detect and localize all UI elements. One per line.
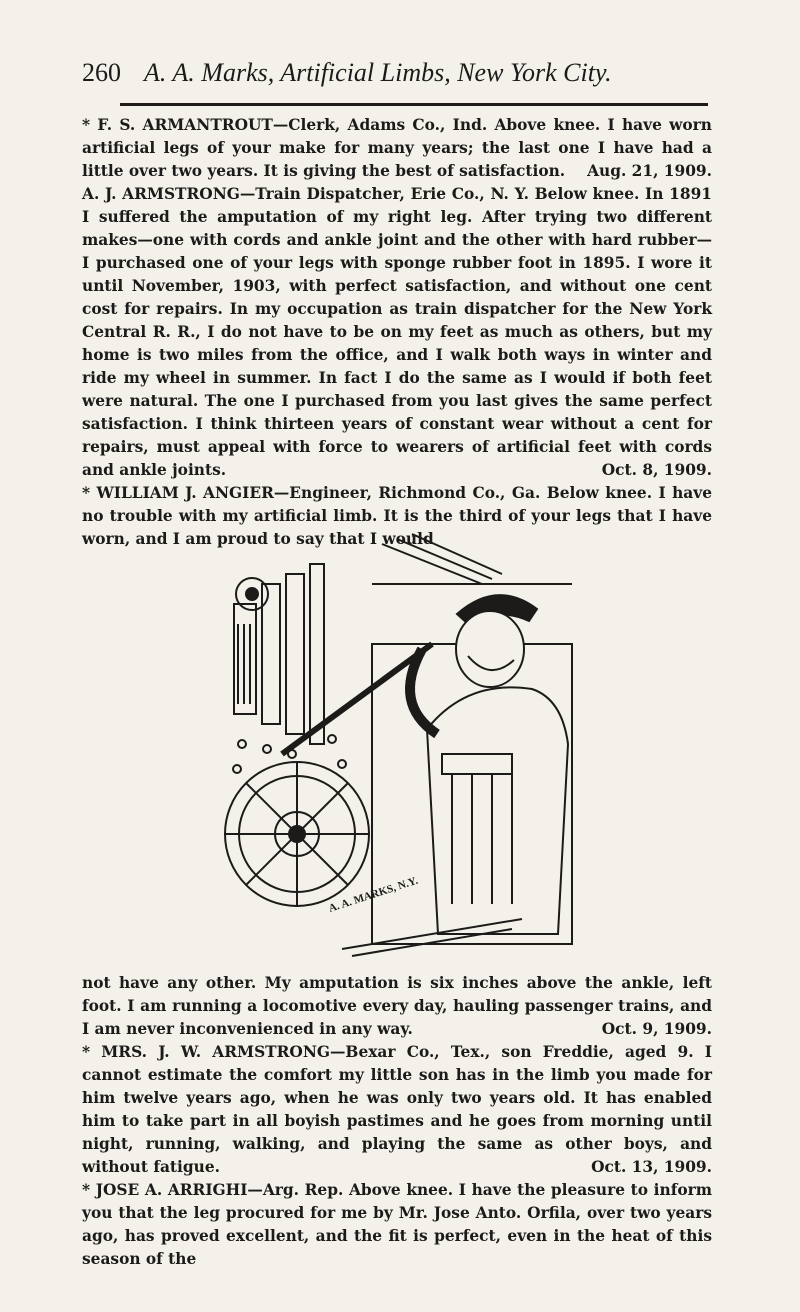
- running-title: A. A. Marks, Artificial Limbs, New York City.: [144, 58, 612, 87]
- testimonial-date: Oct. 13, 1909.: [591, 1158, 712, 1176]
- testimonial: [82, 972, 712, 1041]
- reverser-wheel: [225, 762, 369, 906]
- testimonials-bottom: [82, 972, 712, 1271]
- testimonial-date: Oct. 9, 1909.: [601, 1020, 712, 1038]
- testimonials-top: [82, 114, 712, 551]
- testimonial-text: A. J. ARMSTRONG—Train Dispatcher, Erie Co., N. Y. Below knee. In 1891 I suffered the amputation of my right leg. After trying two different makes—one with cords and ankle joint and the other with hard rubber—I purchased one of your legs with sponge rubber foot in 1895. I wore it until November, 1903, with perfect satisfaction, and without one cent cost for repairs. In my occupation as train dispatcher for the New York Central R. R., I do not have to be on my feet as much as others, but my home is two miles from the office, and I walk both ways in winter and ride my wheel in summer. In fact I do the same as I would if both feet were natural. The one I purchased from you last gives the same perfect satisfaction. I think thirteen years of constant wear without a cent for repairs, must appeal with force to wearers of artificial feet with cords and ankle joints.: [82, 185, 712, 479]
- page-number: 260: [82, 58, 121, 87]
- testimonial-text: * JOSE A. ARRIGHI—Arg. Rep. Above knee. I have the pleasure to inform you that the leg procured for me by Mr. Jose Anto. Orfila, over two years ago, has proved excellent, and the fit is perfect, even in the heat of this season of the: [82, 1181, 712, 1268]
- testimonial-text: * F. S. ARMANTROUT—Clerk, Adams Co., Ind. Above knee. I have worn artificial legs of your make for many years; the last one I have had a little over two years. It is giving the best of satisfaction.: [82, 116, 712, 180]
- engineer-in-locomotive-illustration: [222, 524, 577, 964]
- testimonial-date: Aug. 21, 1909.: [587, 162, 712, 180]
- testimonial: [82, 114, 712, 183]
- engineer-figure: [410, 595, 568, 934]
- header-rule: [120, 103, 708, 106]
- figure-signature: A. A. MARKS, N.Y.: [327, 874, 420, 915]
- testimonial-text: * MRS. J. W. ARMSTRONG—Bexar Co., Tex., son Freddie, aged 9. I cannot estimate the comfort my little son has in the limb you made for him twelve years ago, when he was only two years old. It has enabled him to take part in all boyish pastimes and he goes from morning until night, running, walking, and playing the same as other boys, and without fatigue.: [82, 1043, 712, 1176]
- testimonial-text: * WILLIAM J. ANGIER—Engineer, Richmond Co., Ga. Below knee. I have no trouble with my artificial limb. It is the third of your legs that I have worn, and I am proud to say that I would: [82, 484, 712, 548]
- testimonial: [82, 183, 712, 482]
- testimonial: [82, 1041, 712, 1179]
- testimonial: [82, 1179, 712, 1271]
- testimonial-date: Oct. 8, 1909.: [601, 461, 712, 479]
- testimonial-text: not have any other. My amputation is six inches above the ankle, left foot. I am running a locomotive every day, hauling passenger trains, and I am never inconvenienced in any way.: [82, 974, 712, 1038]
